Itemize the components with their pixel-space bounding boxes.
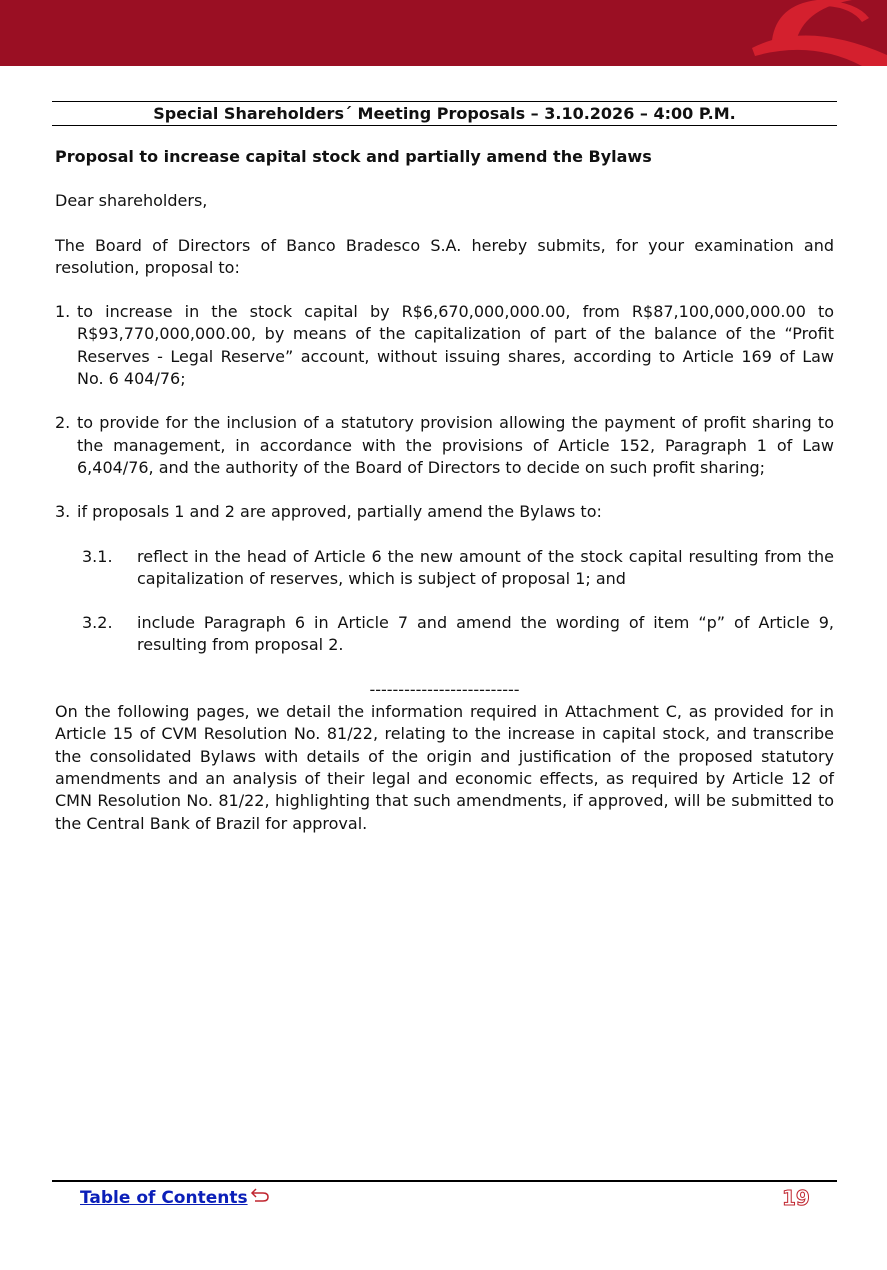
list-item-number: 1. [55, 302, 71, 322]
separator-line: -------------------------- [369, 679, 520, 699]
list-item-number: 2. [55, 413, 71, 433]
list-item [55, 412, 834, 479]
sub-list-item-text: include Paragraph 6 in Article 7 and amend the wording of item “p” of Article 9, resulting from proposal 2. [137, 613, 834, 655]
bank-logo-swoosh [657, 0, 887, 66]
table-of-contents-link[interactable] [80, 1187, 270, 1208]
intro-paragraph: The Board of Directors of Banco Bradesco S.A. hereby submits, for your examination and resolution, proposal to: [55, 235, 834, 277]
return-arrow-icon [250, 1187, 270, 1208]
list-item [55, 301, 834, 390]
proposal-title: Proposal to increase capital stock and partially amend the Bylaws [55, 147, 652, 166]
document-body [55, 146, 834, 835]
greeting: Dear shareholders, [55, 191, 208, 211]
list-item-number: 3. [55, 502, 71, 522]
list-item [55, 501, 834, 523]
document-header: Special Shareholders´ Meeting Proposals – 3.10.2026 – 4:00 P.M. [52, 101, 837, 126]
sub-list-item-text: reflect in the head of Article 6 the new amount of the stock capital resulting from the capitalization of reserves, which is subject of proposal 1; and [137, 546, 834, 588]
sub-list-item [82, 612, 834, 657]
top-banner [0, 0, 887, 66]
toc-link-label: Table of Contents [80, 1187, 248, 1208]
sub-list-item-number: 3.2. [82, 613, 113, 633]
list-item-text: if proposals 1 and 2 are approved, partially amend the Bylaws to: [77, 502, 602, 522]
sub-list-item-number: 3.1. [82, 546, 113, 566]
sub-list-item [82, 546, 834, 591]
list-item-text: to increase in the stock capital by R$6,670,000,000.00, from R$87,100,000,000.00 to R$93,770,000,000.00, by means of the capitalization of part of the balance of the “Profit Reserves - Legal Reserve” account, without issuing shares, according to Article 169 of Law No. 6 404/76; [77, 302, 834, 389]
page-number: 19 [782, 1186, 810, 1210]
closing-paragraph: On the following pages, we detail the information required in Attachment C, as provided for in Article 15 of CVM Resolution No. 81/22, relating to the increase in capital stock, and transcribe the consolidated Bylaws with details of the origin and justification of the proposed statutory amendments and an analysis of their legal and economic effects, as required by Article 12 of CMN Resolution No. 81/22, highlighting that such amendments, if approved, will be submitted to the Central Bank of Brazil for approval. [55, 702, 834, 833]
list-item-text: to provide for the inclusion of a statutory provision allowing the payment of profit sharing to the management, in accordance with the provisions of Article 152, Paragraph 1 of Law 6,404/76, and the authority of the Board of Directors to decide on such profit sharing; [77, 413, 834, 477]
footer-divider [52, 1180, 837, 1182]
